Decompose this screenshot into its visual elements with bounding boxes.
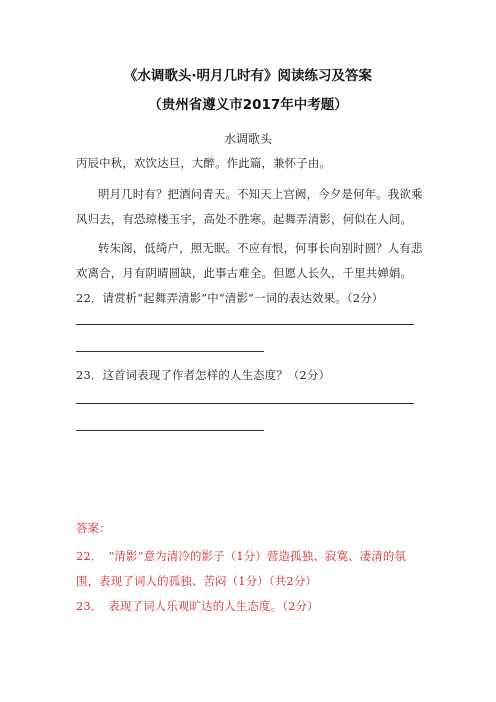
question-23: 23．这首词表现了作者怎样的人生态度？（2分） bbox=[76, 368, 331, 382]
poem-preface: 丙辰中秋，欢饮达旦，大醉。作此篇，兼怀子由。 bbox=[76, 156, 331, 170]
answers-label: 答案： bbox=[76, 521, 111, 535]
poem-stanza1-line1: 明月几时有？把酒问青天。不知天上宫阙，今夕是何年。我欲乘 bbox=[98, 187, 423, 201]
answer-blank-23-line2[interactable] bbox=[76, 430, 264, 431]
answer-blank-22-line1[interactable] bbox=[76, 324, 414, 325]
poem-stanza2-line1: 转朱阁，低绮户，照无眠。不应有恨，何事长向别时圆？人有悲 bbox=[98, 241, 423, 255]
answer-blank-22-line2[interactable] bbox=[76, 351, 264, 352]
poem-stanza1-line2: 风归去，有恐琼楼玉宇，高处不胜寒。起舞弄清影，何似在人间。 bbox=[76, 212, 413, 226]
poem-heading: 水调歌头 bbox=[223, 132, 272, 146]
answer-23: 23． 表现了词人乐观旷达的人生态度。（2分） bbox=[76, 599, 319, 613]
poem-stanza2-line2: 欢离合，月有阴晴圆缺，此事古难全。但愿人长久，千里共婵娟。 bbox=[76, 266, 413, 280]
answer-blank-23-line1[interactable] bbox=[76, 403, 414, 404]
document-title: 《水调歌头·明月几时有》阅读练习及答案 bbox=[123, 68, 373, 84]
question-22: 22．请赏析“起舞弄清影”中“清影”一词的表达效果。（2分） bbox=[76, 291, 384, 305]
document-subtitle: （贵州省遵义市2017年中考题） bbox=[148, 97, 348, 113]
answer-22-line1: 22． “清影”意为清冷的影子（1分）营造孤独、寂寞、凄清的氛 bbox=[76, 549, 407, 563]
answer-22-line2: 围，表现了词人的孤独、苦闷（1分）（共2分） bbox=[76, 574, 318, 588]
